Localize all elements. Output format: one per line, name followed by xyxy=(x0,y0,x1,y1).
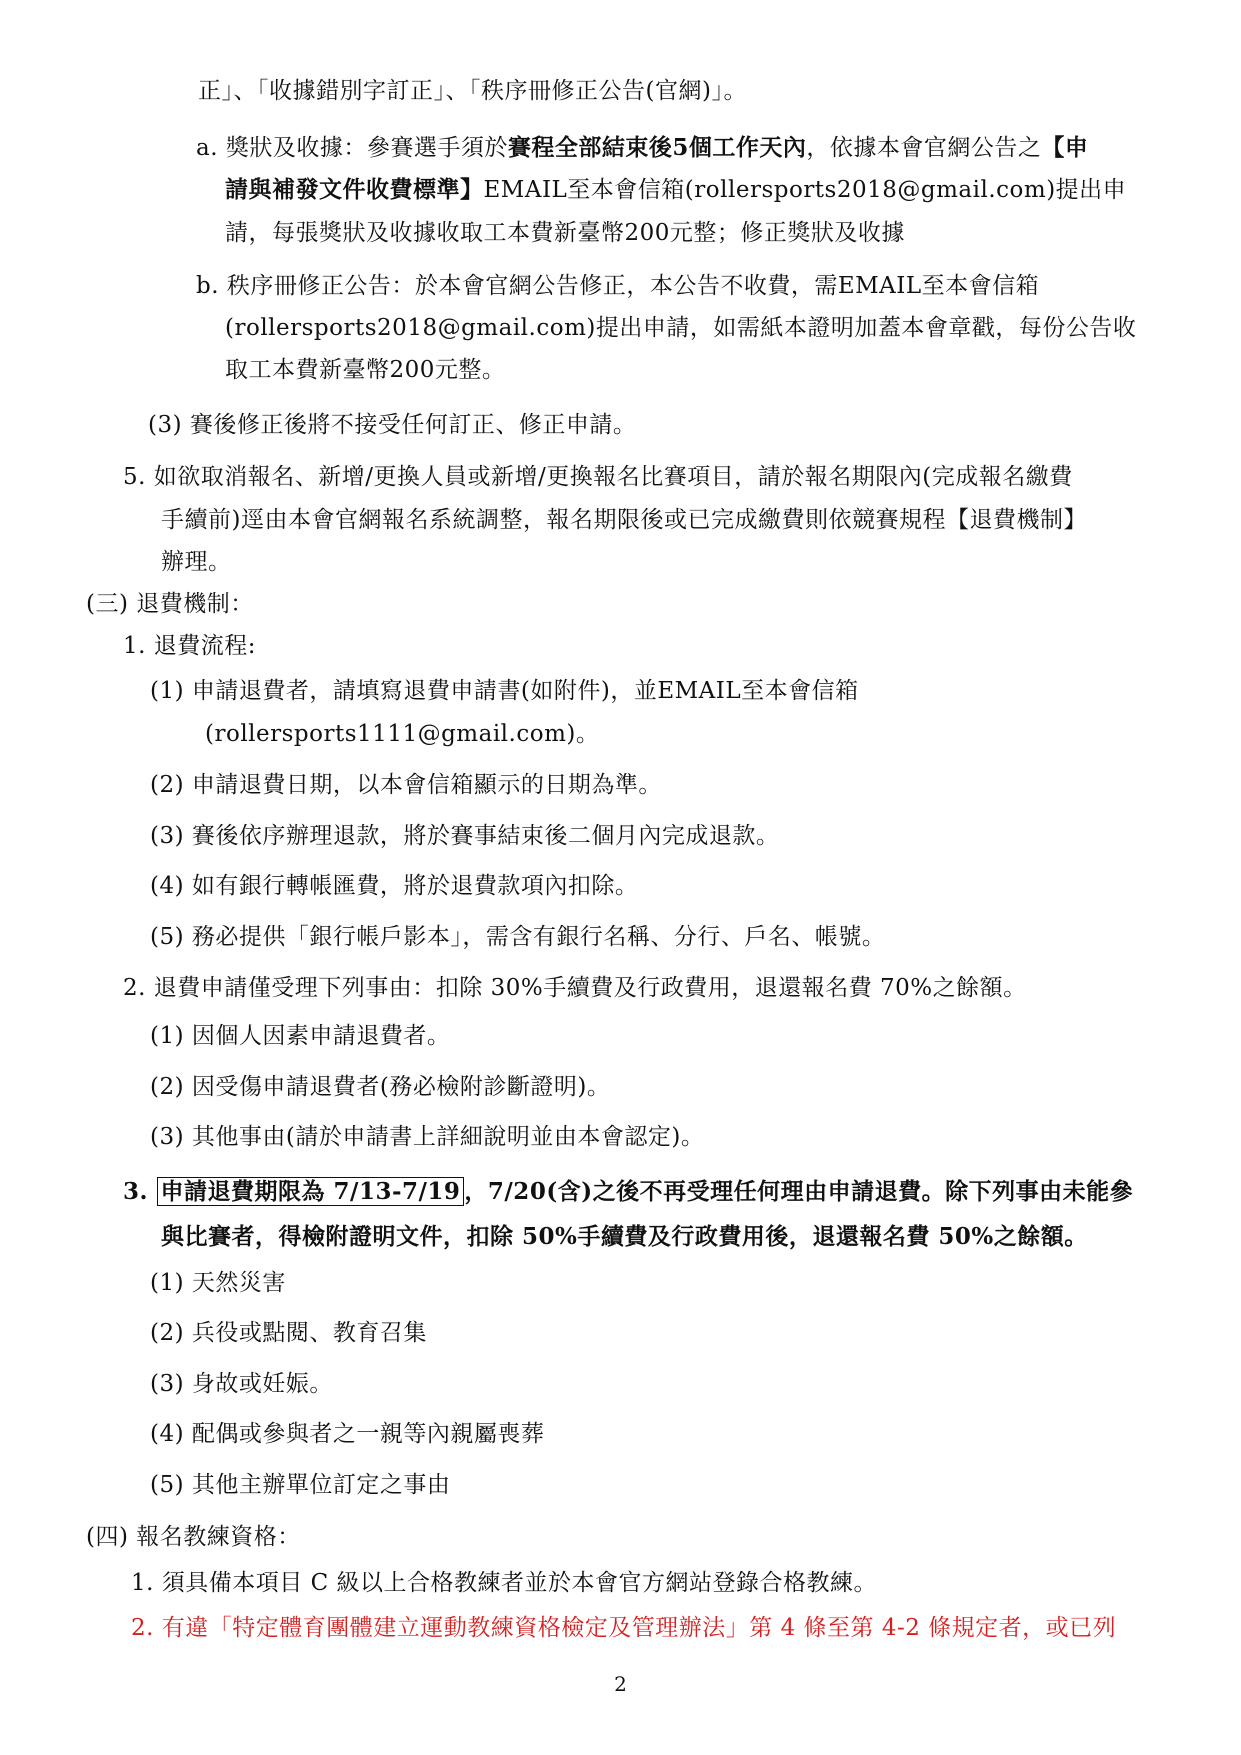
red-text: 有違「特定體育團體建立運動教練資格檢定及管理辦法」第 4 條至第 4-2 條規定者，或已列 xyxy=(161,1615,1117,1641)
text-line: (4) 配偶或參與者之一親等內親屬喪葬 xyxy=(150,1421,545,1447)
text-line: (1) 申請退費者，請填寫退費申請書(如附件)，並EMAIL至本會信箱 xyxy=(150,678,859,704)
list-number: 2. xyxy=(131,1615,162,1641)
text-line: (5) 務必提供「銀行帳戶影本」，需含有銀行名稱、分行、戶名、帳號。 xyxy=(150,924,886,950)
text-line: b. 秩序冊修正公告：於本會官網公告修正，本公告不收費，需EMAIL至本會信箱 xyxy=(196,273,1040,299)
text-line: (1) 因個人因素申請退費者。 xyxy=(150,1023,451,1049)
section-heading: (三) 退費機制： xyxy=(86,591,254,617)
text-line: (2) 兵役或點閱、教育召集 xyxy=(150,1320,427,1346)
text-run: EMAIL至本會信箱(rollersports2018@gmail.com)提出申 xyxy=(483,177,1127,203)
text-run: ，依據本會官網公告之 xyxy=(806,135,1042,161)
text-line: 手續前)逕由本會官網報名系統調整，報名期限後或已完成繳費則依競賽規程【退費機制】 xyxy=(161,507,1087,533)
text-line: 5. 如欲取消報名、新增/更換人員或新增/更換報名比賽項目，請於報名期限內(完成報名繳費 xyxy=(123,464,1073,490)
text-line xyxy=(123,1177,1133,1207)
text-run: ，7/20(含)之後不再受理任何理由申請退費。除下列事由未能參 xyxy=(464,1178,1134,1205)
text-line: (5) 其他主辦單位訂定之事由 xyxy=(150,1472,451,1498)
text-run: a. 獎狀及收據：參賽選手須於 xyxy=(196,135,508,161)
text-line xyxy=(196,133,1088,163)
text-line: (2) 申請退費日期，以本會信箱顯示的日期為準。 xyxy=(150,772,662,798)
text-line: (1) 天然災害 xyxy=(150,1270,286,1296)
text-line: (2) 因受傷申請退費者(務必檢附診斷證明)。 xyxy=(150,1074,611,1100)
text-line: 辦理。 xyxy=(161,549,232,575)
page-number: 2 xyxy=(614,1672,627,1696)
text-line: 取工本費新臺幣200元整。 xyxy=(225,357,506,383)
bold-text: 賽程全部結束後5個工作天內 xyxy=(507,134,807,161)
list-number: 3. xyxy=(123,1178,149,1205)
text-line: 與比賽者，得檢附證明文件，扣除 50%手續費及行政費用後，退還報名費 50%之餘額。 xyxy=(161,1223,1088,1250)
text-line: 2. 退費申請僅受理下列事由：扣除 30%手續費及行政費用，退還報名費 70%之餘額。 xyxy=(123,975,1027,1001)
text-line: (rollersports1111@gmail.com)。 xyxy=(205,721,600,747)
text-line: 正」、「收據錯別字訂正」、「秩序冊修正公告(官網)」。 xyxy=(198,78,747,104)
text-line xyxy=(225,175,1126,205)
bold-text: 請與補發文件收費標準】 xyxy=(225,176,484,203)
text-line: 1. 須具備本項目 C 級以上合格教練者並於本會官方網站登錄合格教練。 xyxy=(131,1570,877,1596)
section-heading: (四) 報名教練資格： xyxy=(86,1524,301,1550)
text-line: (rollersports2018@gmail.com)提出申請，如需紙本證明加蓋本會章戳，每份公告收 xyxy=(225,315,1137,341)
text-line: (3) 其他事由(請於申請書上詳細說明並由本會認定)。 xyxy=(150,1124,705,1150)
text-line: (4) 如有銀行轉帳匯費，將於退費款項內扣除。 xyxy=(150,873,639,899)
text-line: (3) 賽後修正後將不接受任何訂正、修正申請。 xyxy=(148,412,637,438)
text-line: 1. 退費流程: xyxy=(123,633,257,659)
boxed-deadline: 申請退費期限為 7/13-7/19 xyxy=(157,1177,465,1206)
text-line: (3) 賽後依序辦理退款，將於賽事結束後二個月內完成退款。 xyxy=(150,823,780,849)
text-line: 請，每張獎狀及收據收取工本費新臺幣200元整；修正獎狀及收據 xyxy=(225,220,905,246)
text-line xyxy=(131,1613,1116,1643)
bold-text: 【申 xyxy=(1041,134,1089,161)
text-line: (3) 身故或妊娠。 xyxy=(150,1371,333,1397)
